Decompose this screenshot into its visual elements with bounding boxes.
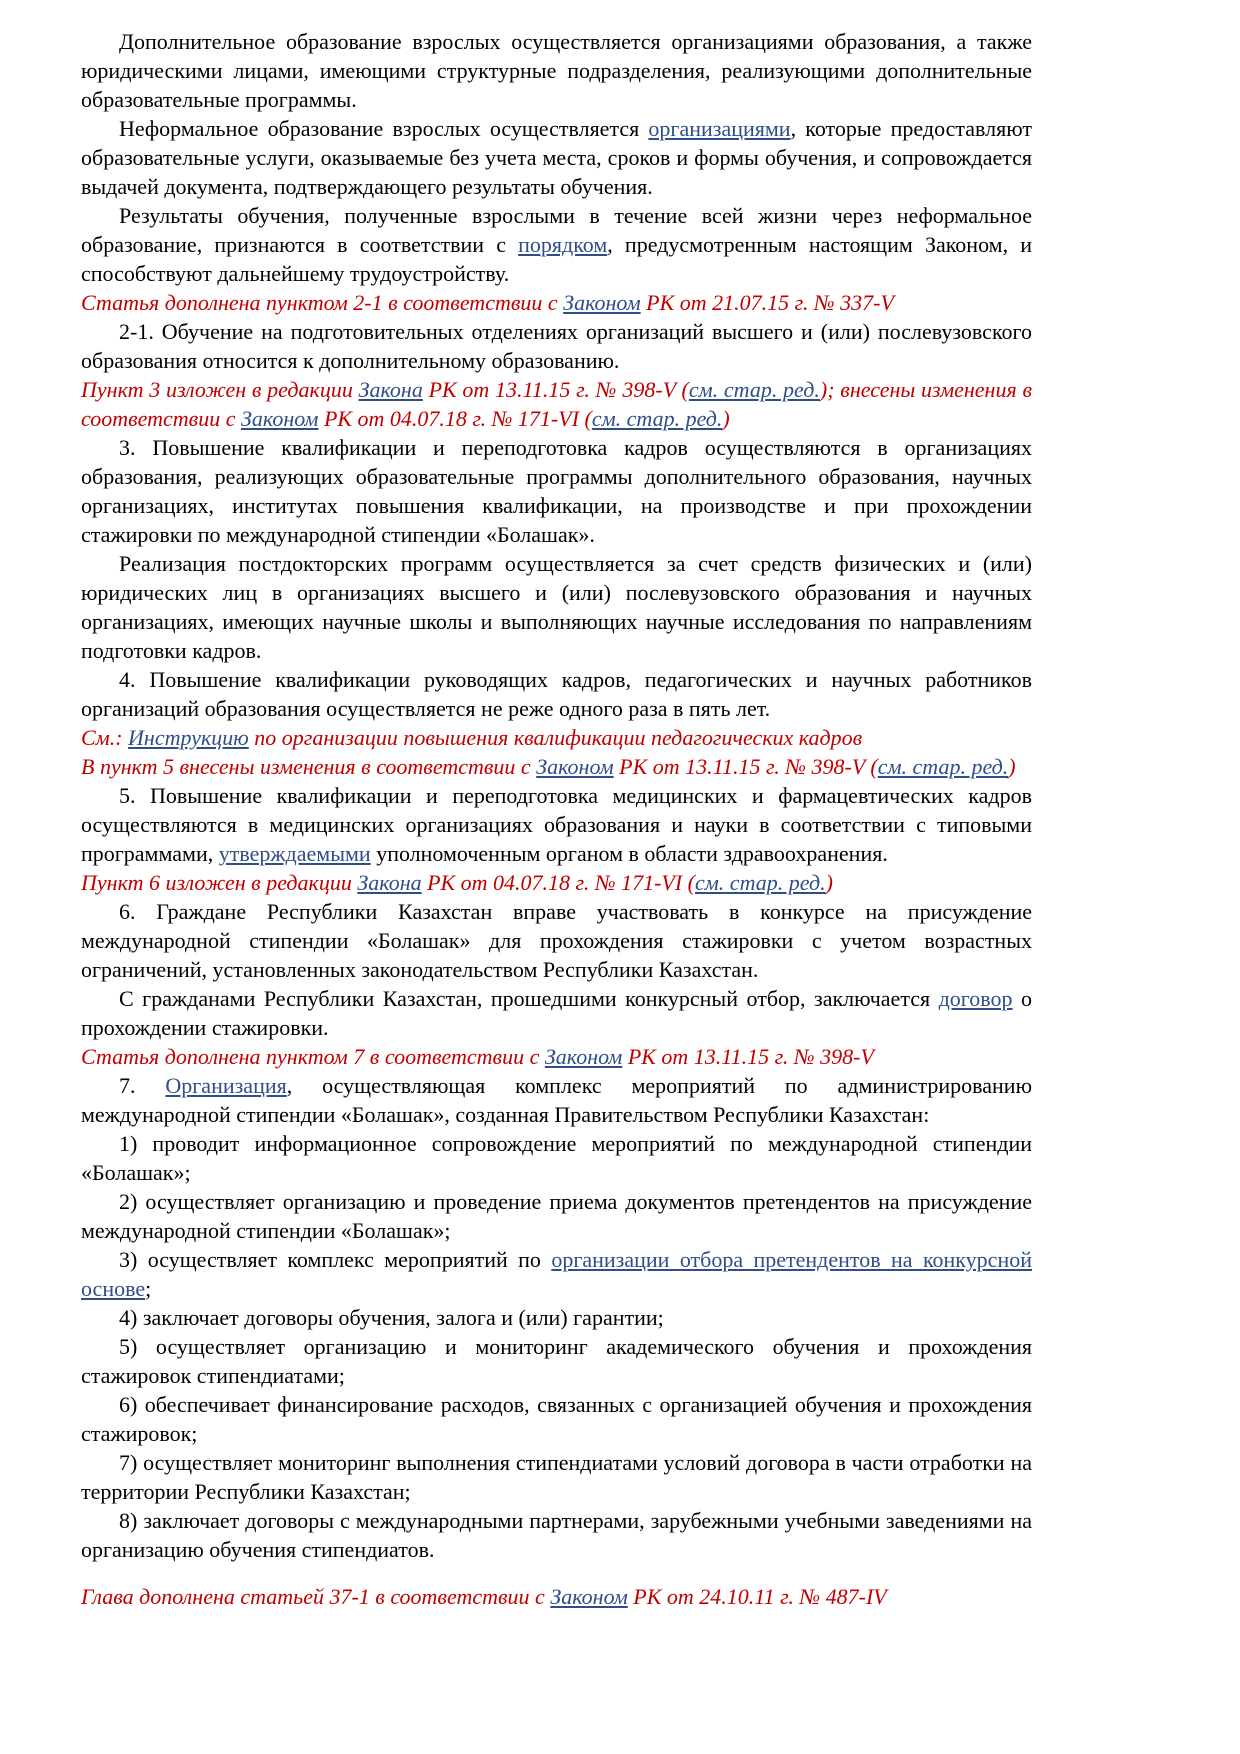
body-paragraph	[81, 1071, 1032, 1129]
text-run: 1) проводит информационное сопровождение мероприятий по международной стипендии «Болашак»;	[81, 1131, 1032, 1185]
amendment-note	[81, 868, 1032, 897]
text-run: Статья дополнена пунктом 7 в соответствии с	[81, 1044, 545, 1069]
law-link[interactable]: Закона	[358, 377, 423, 402]
text-run: )	[722, 406, 730, 431]
text-run: уполномоченным органом в области здравоохранения.	[370, 841, 888, 866]
law-link[interactable]: Закона	[357, 870, 422, 895]
law-link[interactable]: Законом	[240, 406, 319, 431]
text-run: Реализация постдокторских программ осуществляется за счет средств физических и (или) юридических лиц в организациях высшего и (или) послевузовского образования и научных организациях, имеющих научные школы и выполняющих научные исследования по направлениям подготовки кадров.	[81, 551, 1032, 663]
body-paragraph	[81, 1187, 1032, 1245]
body-paragraph	[81, 1332, 1032, 1390]
body-paragraph	[81, 1506, 1032, 1564]
text-run: о прохождении стажировки.	[81, 986, 1033, 1040]
text-run: Пункт 6 изложен в редакции	[81, 870, 358, 895]
text-run: , осуществляющая комплекс мероприятий по администрированию международной стипендии «Болашак», созданная Правительством Республики Казахстан:	[81, 1073, 1033, 1127]
text-run: 3. Повышение квалификации и переподготовка кадров осуществляются в организациях образования, реализующих образовательные программы дополнительного образования, научных организациях, институтах повышения квалификации, на производстве и при прохождении стажировки по международной стипендии «Болашак».	[81, 435, 1032, 547]
body-paragraph	[81, 114, 1032, 201]
text-run: 4) заключает договоры обучения, залога и (или) гарантии;	[119, 1305, 664, 1330]
body-paragraph	[81, 665, 1032, 723]
amendment-note	[81, 375, 1032, 433]
text-run: 4. Повышение квалификации руководящих кадров, педагогических и научных работников организаций образования осуществляется не реже одного раза в пять лет.	[81, 667, 1032, 721]
amendment-note	[81, 1042, 1032, 1071]
text-run: 7.	[119, 1073, 166, 1098]
text-run: по организации повышения квалификации педагогических кадров	[248, 725, 863, 750]
body-paragraph	[81, 549, 1032, 665]
law-link[interactable]: договор	[938, 986, 1013, 1011]
text-run: ;	[145, 1276, 152, 1301]
text-run: Результаты обучения, полученные взрослыми в течение всей жизни через неформальное образование, признаются в соответствии с	[81, 203, 1032, 257]
text-run: 2) осуществляет организацию и проведение приема документов претендентов на присуждение международной стипендии «Болашак»;	[81, 1189, 1032, 1243]
text-run: 6. Граждане Республики Казахстан вправе участвовать в конкурсе на присуждение международной стипендии «Болашак» для прохождения стажировки с учетом возрастных ограничений, установленных законодательством Республики Казахстан.	[81, 899, 1032, 982]
text-run: )	[1008, 754, 1016, 779]
text-run: РК от 24.10.11 г. № 487-IV	[627, 1584, 887, 1609]
amendment-note	[81, 752, 1032, 781]
paragraph-spacer	[81, 1564, 1032, 1582]
law-link[interactable]: Законом	[550, 1584, 628, 1609]
text-run: 2-1. Обучение на подготовительных отделениях организаций высшего и (или) послевузовского образования относится к дополнительному образованию.	[81, 319, 1032, 373]
text-run: РК от 13.11.15 г. № 398-V (	[422, 377, 689, 402]
text-run: РК от 04.07.18 г. № 171-VI (	[421, 870, 695, 895]
text-run: Статья дополнена пунктом 2-1 в соответствии с	[81, 290, 564, 315]
text-run: 7) осуществляет мониторинг выполнения стипендиатами условий договора в части отработки на территории Республики Казахстан;	[81, 1450, 1032, 1504]
law-link[interactable]: Инструкцию	[128, 725, 249, 750]
text-run: , которые предоставляют образовательные услуги, оказываемые без учета места, сроков и формы обучения, и сопровождается выдачей документа, подтверждающего результаты обучения.	[81, 116, 1032, 199]
body-paragraph	[81, 201, 1032, 288]
text-run: Пункт 3 изложен в редакции	[81, 377, 359, 402]
body-paragraph	[81, 317, 1032, 375]
text-run: Неформальное образование взрослых осуществляется	[119, 116, 649, 141]
text-run: 6) обеспечивает финансирование расходов, связанных с организацией обучения и прохождения стажировок;	[81, 1392, 1032, 1446]
text-run: РК от 21.07.15 г. № 337-V	[640, 290, 894, 315]
text-run: 8) заключает договоры с международными партнерами, зарубежными учебными заведениями на организацию обучения стипендиатов.	[81, 1508, 1032, 1562]
amendment-note	[81, 1582, 1032, 1611]
law-link[interactable]: см. стар. ред.	[688, 377, 820, 402]
text-run: С гражданами Республики Казахстан, прошедшими конкурсный отбор, заключается	[119, 986, 939, 1011]
text-run: )	[825, 870, 833, 895]
text-run: Глава дополнена статьей 37-1 в соответствии с	[81, 1584, 551, 1609]
amendment-note	[81, 288, 1032, 317]
text-run: ); внесены изменения в соответствии с	[81, 377, 1032, 431]
text-run: 3) осуществляет комплекс мероприятий по	[119, 1247, 552, 1272]
law-link[interactable]: утверждаемыми	[218, 841, 371, 866]
amendment-note	[81, 723, 1032, 752]
body-paragraph	[81, 897, 1032, 984]
document-body	[81, 27, 1032, 1611]
text-run: 5) осуществляет организацию и мониторинг академического обучения и прохождения стажировок стипендиатами;	[81, 1334, 1032, 1388]
law-link[interactable]: Законом	[563, 290, 641, 315]
law-link[interactable]: организациями	[648, 116, 791, 141]
text-run: В пункт 5 внесены изменения в соответствии с	[81, 754, 537, 779]
law-link[interactable]: организации отбора претендентов на конкурсной основе	[81, 1247, 1032, 1301]
body-paragraph	[81, 27, 1032, 114]
text-run: См.:	[81, 725, 129, 750]
text-run: РК от 13.11.15 г. № 398-V	[622, 1044, 874, 1069]
text-run: РК от 04.07.18 г. № 171-VI (	[318, 406, 592, 431]
body-paragraph	[81, 1448, 1032, 1506]
text-run: Дополнительное образование взрослых осуществляется организациями образования, а также юридическими лицами, имеющими структурные подразделения, реализующими дополнительные образовательные программы.	[81, 29, 1032, 112]
body-paragraph	[81, 1303, 1032, 1332]
body-paragraph	[81, 1390, 1032, 1448]
text-run: 5. Повышение квалификации и переподготовка медицинских и фармацевтических кадров осуществляются в медицинских организациях образования и науки в соответствии с типовыми программами,	[81, 783, 1032, 866]
body-paragraph	[81, 433, 1032, 549]
body-paragraph	[81, 1129, 1032, 1187]
body-paragraph	[81, 781, 1032, 868]
law-link[interactable]: Организация	[165, 1073, 287, 1098]
text-run: , предусмотренным настоящим Законом, и способствуют дальнейшему трудоустройству.	[81, 232, 1032, 286]
law-link[interactable]: см. стар. ред.	[591, 406, 723, 431]
law-link[interactable]: см. стар. ред.	[877, 754, 1009, 779]
law-link[interactable]: см. стар. ред.	[695, 870, 826, 895]
law-link[interactable]: Законом	[544, 1044, 623, 1069]
text-run: РК от 13.11.15 г. № 398-V (	[613, 754, 878, 779]
law-link[interactable]: порядком	[518, 232, 608, 257]
law-link[interactable]: Законом	[536, 754, 614, 779]
body-paragraph	[81, 1245, 1032, 1303]
body-paragraph	[81, 984, 1032, 1042]
